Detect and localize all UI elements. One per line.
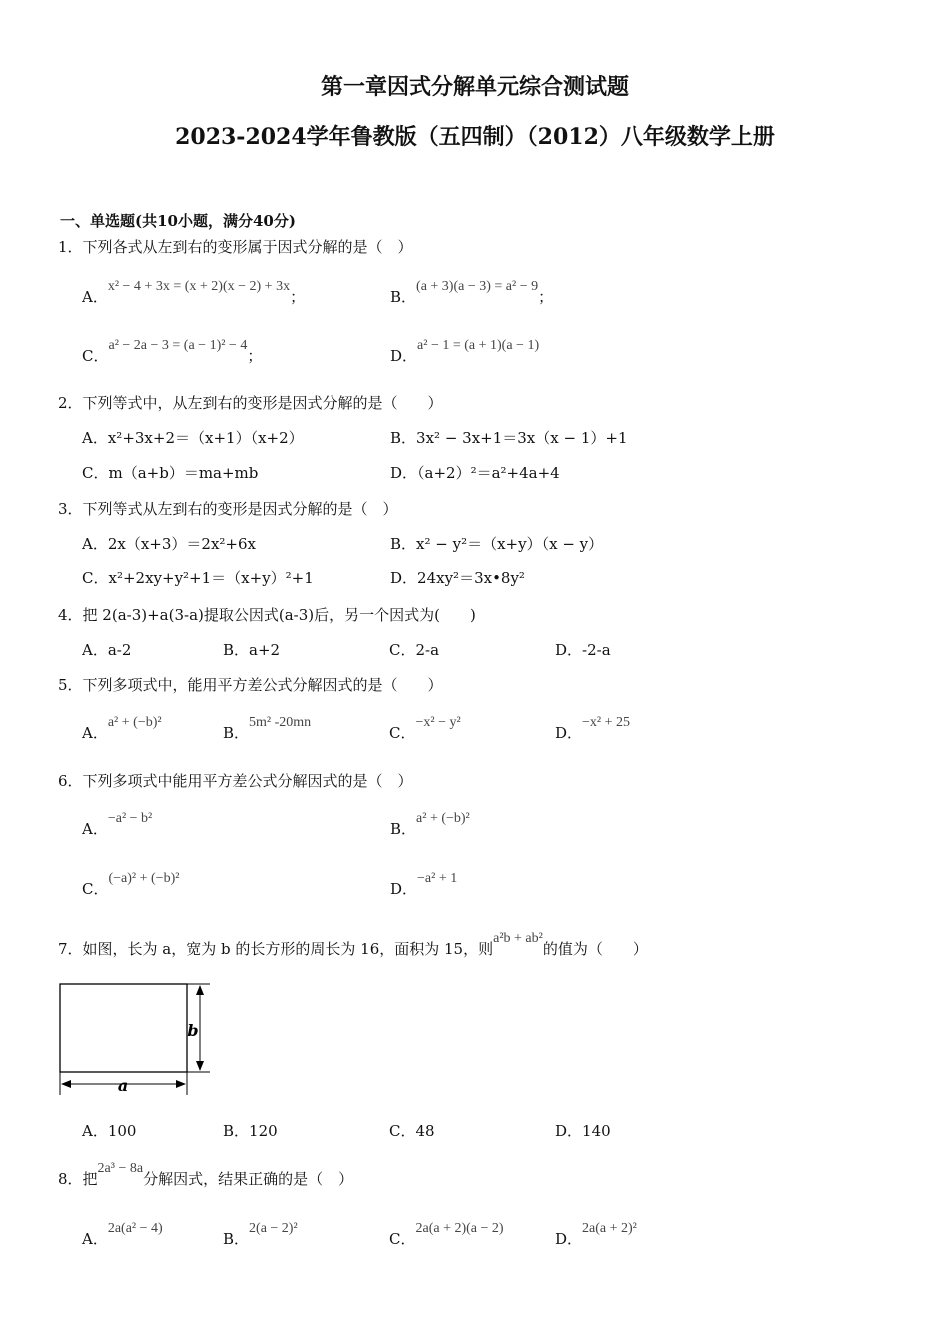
option-math: 48 [415, 1122, 435, 1140]
question-8-option-a[interactable] [82, 1221, 163, 1249]
question-1-stem: 1．下列各式从左到右的变形属于因式分解的是（ ） [58, 238, 413, 256]
question-2-option-b[interactable] [390, 427, 628, 448]
question-5-option-b[interactable] [223, 715, 312, 743]
question-5-option-d[interactable] [555, 715, 631, 743]
rectangle [60, 984, 187, 1072]
rectangle-figure [55, 978, 215, 1100]
option-math: x²+2xy+y²+1＝（x+y）²+1 [108, 569, 314, 587]
option-label: D． [555, 641, 583, 659]
option-label: A． [82, 1230, 108, 1248]
dimension-a-label: a [117, 1076, 129, 1095]
option-label: D． [390, 569, 418, 587]
option-math: m（a+b）＝ma+mb [108, 464, 259, 482]
option-math: a² + (−b)² [107, 715, 162, 730]
option-math: 2a(a + 2)² [582, 1221, 637, 1236]
question-2-stem: 2．下列等式中，从左到右的变形是因式分解的是（ ） [58, 394, 443, 412]
option-label: C． [389, 1122, 416, 1140]
option-math: x² − y²＝（x+y）（x − y） [416, 535, 604, 553]
option-math: x²+3x+2＝（x+1）（x+2） [107, 429, 304, 447]
option-math: 5m² -20mn [249, 715, 312, 730]
question-4-option-d[interactable] [555, 639, 611, 660]
option-label: C． [389, 724, 416, 742]
option-label: A． [82, 641, 108, 659]
option-label: B． [223, 641, 250, 659]
question-2-option-a[interactable] [82, 427, 304, 448]
question-7-option-a[interactable] [82, 1120, 136, 1141]
question-8-option-c[interactable] [389, 1221, 504, 1249]
option-label: B． [223, 1122, 250, 1140]
option-math: （a+2）²＝a²+4a+4 [417, 464, 560, 482]
option-label: B． [390, 535, 417, 553]
question-4-option-a[interactable] [82, 639, 131, 660]
option-label: B． [390, 288, 417, 306]
dimension-b-label: b [187, 1021, 199, 1040]
option-suffix: ； [247, 347, 263, 365]
question-5-stem: 5．下列多项式中，能用平方差公式分解因式的是（ ） [58, 676, 443, 694]
question-7-option-c[interactable] [389, 1120, 435, 1141]
question-1-option-c[interactable] [82, 338, 263, 366]
option-math: −a² + 1 [417, 871, 458, 886]
option-math: −a² − b² [107, 811, 153, 826]
question-3-option-b[interactable] [390, 533, 603, 554]
question-6-stem: 6．下列多项式中能用平方差公式分解因式的是（ ） [58, 772, 413, 790]
question-8-option-d[interactable] [555, 1221, 637, 1249]
option-label: B． [390, 429, 417, 447]
option-math: a² + (−b)² [416, 811, 470, 826]
question-6-option-b[interactable] [390, 811, 470, 839]
stem-math: a²b + ab² [493, 931, 543, 946]
option-math: x² − 4 + 3x = (x + 2)(x − 2) + 3x [107, 279, 291, 294]
stem-math: 2a³ − 8a [97, 1161, 144, 1176]
question-3-option-a[interactable] [82, 533, 256, 554]
question-2-option-c[interactable] [82, 462, 258, 483]
question-3-stem: 3．下列等式从左到右的变形是因式分解的是（ ） [58, 500, 398, 518]
question-5-option-a[interactable] [82, 715, 162, 743]
page-subtitle: 2023-2024学年鲁教版（五四制）（2012）八年级数学上册 [175, 124, 775, 150]
option-math: 2(a − 2)² [249, 1221, 298, 1236]
option-label: A． [82, 288, 108, 306]
option-label: D． [390, 464, 418, 482]
question-6-option-d[interactable] [390, 871, 458, 899]
stem-text: 7．如图，长为 a，宽为 b 的长方形的周长为 16，面积为 15，则 [58, 940, 494, 958]
option-label: C． [389, 641, 416, 659]
option-math: 24xy²＝3x•8y² [417, 569, 525, 587]
option-math: a² − 1 = (a + 1)(a − 1) [417, 338, 540, 353]
option-label: C． [82, 347, 109, 365]
option-suffix: ； [290, 288, 306, 306]
option-label: C． [389, 1230, 416, 1248]
option-math: 2-a [415, 641, 440, 659]
option-label: D． [555, 1122, 583, 1140]
option-math: (−a)² + (−b)² [108, 871, 180, 886]
section-heading: 一、单选题(共10小题，满分40分) [60, 212, 296, 230]
option-math: 2a(a² − 4) [107, 1221, 163, 1236]
option-math: −x² − y² [415, 715, 461, 730]
option-math: 2a(a + 2)(a − 2) [415, 1221, 504, 1236]
question-7-option-b[interactable] [223, 1120, 278, 1141]
stem-tail: 分解因式，结果正确的是（ ） [143, 1170, 354, 1188]
option-label: A． [82, 1122, 108, 1140]
option-suffix: ； [538, 288, 554, 306]
option-math: a-2 [107, 641, 132, 659]
option-label: D． [555, 1230, 583, 1248]
option-label: D． [555, 724, 583, 742]
question-5-option-c[interactable] [389, 715, 461, 743]
page-title: 第一章因式分解单元综合测试题 [320, 74, 629, 100]
question-4-stem: 4．把 2(a-3)+a(3-a)提取公因式(a-3)后，另一个因式为( ) [58, 606, 476, 624]
option-label: B． [223, 724, 250, 742]
stem-text: 8．把 [58, 1170, 98, 1188]
option-math: a+2 [249, 641, 281, 659]
option-math: a² − 2a − 3 = (a − 1)² − 4 [108, 338, 248, 353]
option-math: 140 [582, 1122, 611, 1140]
option-label: C． [82, 569, 109, 587]
option-math: (a + 3)(a − 3) = a² − 9 [416, 279, 539, 294]
option-math: −x² + 25 [582, 715, 631, 730]
option-math: 3x² − 3x+1＝3x（x − 1）+1 [416, 429, 628, 447]
stem-tail: 的值为（ ） [542, 940, 648, 958]
option-label: B． [390, 820, 417, 838]
option-label: B． [223, 1230, 250, 1248]
question-3-option-d[interactable] [390, 567, 525, 588]
option-label: A． [82, 429, 108, 447]
question-7-option-d[interactable] [555, 1120, 611, 1141]
question-7-stem [58, 931, 648, 959]
question-4-option-c[interactable] [389, 639, 439, 660]
option-label: D． [390, 347, 418, 365]
option-math: 2x（x+3）＝2x²+6x [107, 535, 257, 553]
question-2-option-d[interactable] [390, 462, 560, 483]
option-label: A． [82, 820, 108, 838]
question-6-option-c[interactable] [82, 871, 180, 899]
question-1-option-d[interactable] [390, 338, 540, 366]
option-label: A． [82, 724, 108, 742]
option-label: D． [390, 880, 418, 898]
question-8-option-b[interactable] [223, 1221, 298, 1249]
question-4-option-b[interactable] [223, 639, 280, 660]
question-1-option-a[interactable] [82, 279, 306, 307]
option-math: 120 [249, 1122, 278, 1140]
option-label: A． [82, 535, 108, 553]
option-label: C． [82, 464, 109, 482]
question-6-option-a[interactable] [82, 811, 153, 839]
option-math: 100 [107, 1122, 137, 1140]
option-label: C． [82, 880, 109, 898]
question-3-option-c[interactable] [82, 567, 314, 588]
option-math: -2-a [582, 641, 611, 659]
question-8-stem [58, 1161, 354, 1189]
question-1-option-b[interactable] [390, 279, 554, 307]
